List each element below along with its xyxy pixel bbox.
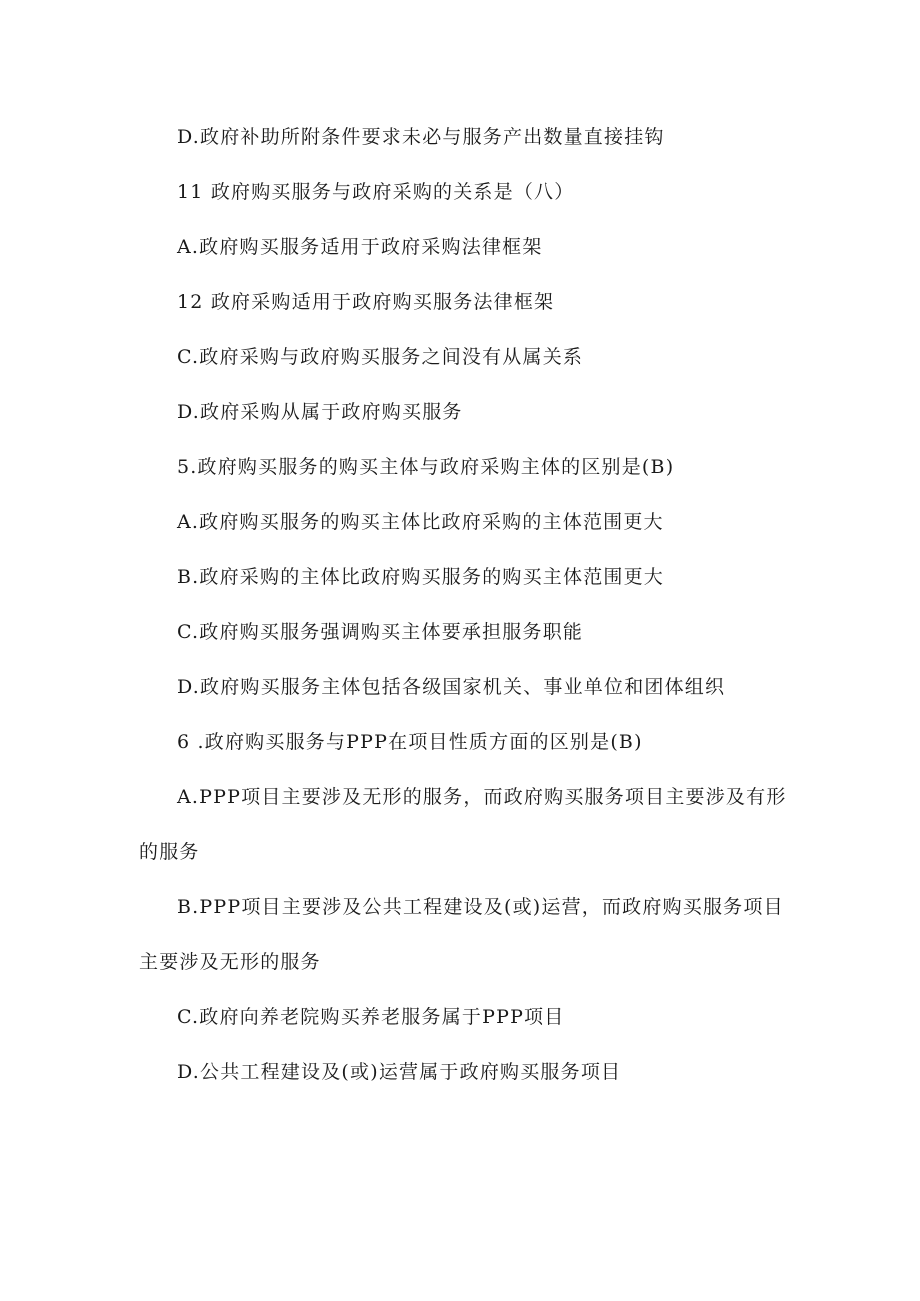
option-b-ppp-public-works-line2: 主要涉及无形的服务 — [139, 951, 321, 973]
question-5-subject-difference: 5.政府购买服务的购买主体与政府采购主体的区别是(B) — [177, 456, 675, 478]
option-d-subsidy-conditions: D.政府补助所附条件要求未必与服务产出数量直接挂钩 — [177, 126, 665, 148]
option-d-subordinate: D.政府采购从属于政府购买服务 — [177, 401, 463, 423]
question-11-relationship: 11 政府购买服务与政府采购的关系是（八） — [177, 181, 575, 203]
option-a-ppp-intangible-line1: A.PPP项目主要涉及无形的服务，而政府购买服务项目主要涉及有形 — [177, 786, 787, 808]
option-c-service-function: C.政府购买服务强调购买主体要承担服务职能 — [177, 621, 584, 643]
option-b-scope-larger: B.政府采购的主体比政府购买服务的购买主体范围更大 — [177, 566, 665, 588]
option-c-no-subordination: C.政府采购与政府购买服务之间没有从属关系 — [177, 346, 584, 368]
option-d-subject-includes: D.政府购买服务主体包括各级国家机关、事业单位和团体组织 — [177, 676, 726, 698]
question-6-ppp-difference: 6 .政府购买服务与PPP在项目性质方面的区别是(B) — [177, 731, 643, 753]
option-c-elderly-care: C.政府向养老院购买养老服务属于PPP项目 — [177, 1006, 565, 1028]
option-d-public-works: D.公共工程建设及(或)运营属于政府购买服务项目 — [177, 1061, 622, 1083]
option-a-scope-larger: A.政府购买服务的购买主体比政府采购的主体范围更大 — [177, 511, 664, 533]
option-a-framework: A.政府购买服务适用于政府采购法律框架 — [177, 236, 543, 258]
option-b-ppp-public-works-line1: B.PPP项目主要涉及公共工程建设及(或)运营，而政府购买服务项目 — [177, 896, 784, 918]
option-a-ppp-intangible-line2: 的服务 — [139, 841, 200, 863]
question-12-framework: 12 政府采购适用于政府购买服务法律框架 — [177, 291, 555, 313]
